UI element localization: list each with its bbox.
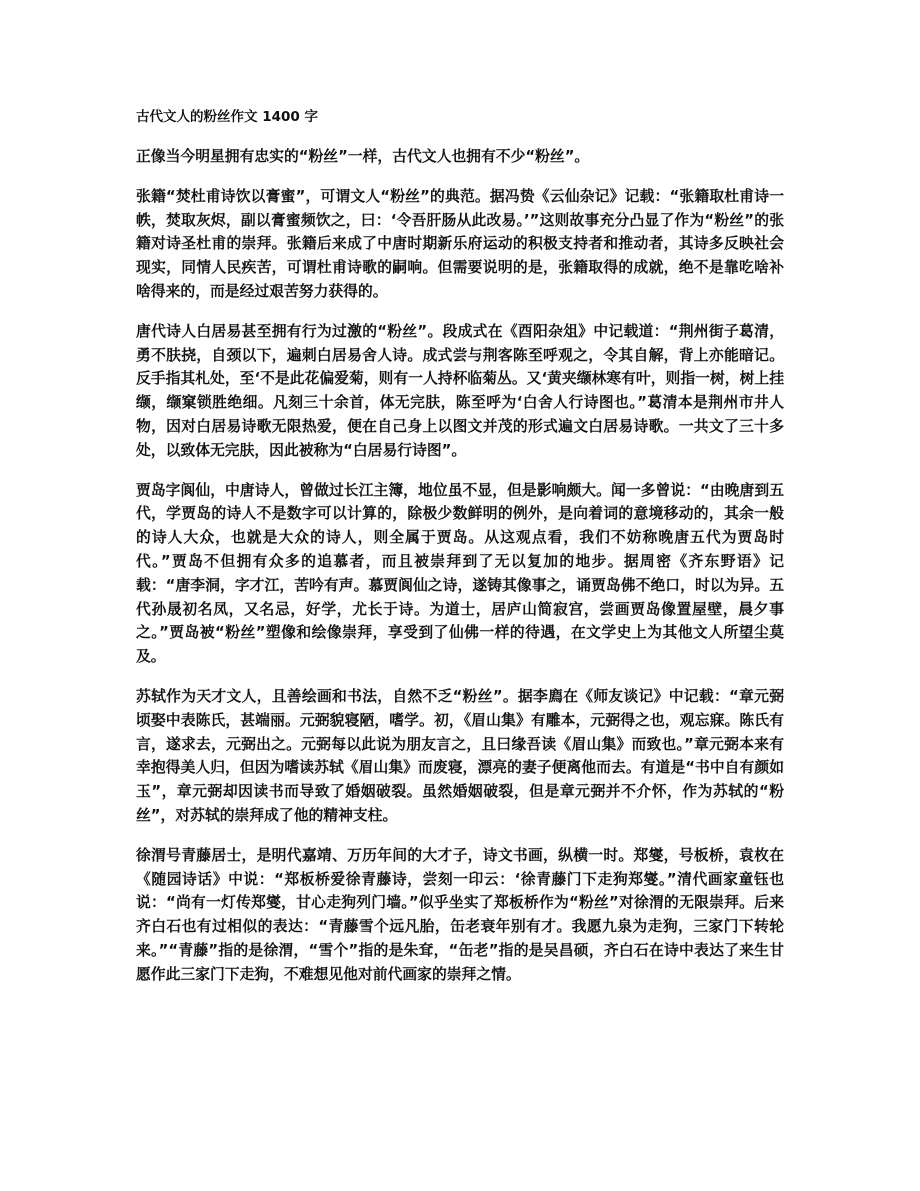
paragraph-xu-wei: 徐渭号青藤居士，是明代嘉靖、万历年间的大才子，诗文书画，纵横一时。郑燮，号板桥，袁枚在《随园诗话》中说：“郑板桥爱徐青藤诗，尝刻一印云：‘徐青藤门下走狗郑燮。”清代画家童钰也说：“尚有一灯传郑燮，甘心走狗列门墙。”似乎坐实了郑板桥作为“粉丝”对徐渭的无限崇拜。后来齐白石也有过相似的表达：“青藤雪个远凡胎，缶老衰年别有才。我愿九泉为走狗，三家门下转轮来。”“青藤”指的是徐渭，“雪个”指的是朱耷，“缶老”指的是吴昌硕，齐白石在诗中表达了来生甘愿作此三家门下走狗，不难想见他对前代画家的崇拜之情。	[136, 846, 784, 983]
paragraph-intro: 正像当今明星拥有忠实的“粉丝”一样，古代文人也拥有不少“粉丝”。	[136, 148, 590, 165]
paragraph-bai-juyi: 唐代诗人白居易甚至拥有行为过激的“粉丝”。段成式在《酉阳杂俎》中记载道：“荆州街子葛清，勇不肤挠，自颈以下，遍刺白居易舍人诗。成式尝与荆客陈至呼观之，令其自解，背上亦能暗记。反手指其札处，至‘不是此花偏爱菊，则有一人持杯临菊丛。又‘黄夹缬林寒有叶，则指一树，树上挂缬，缬窠锁胜绝细。凡刻三十余首，体无完肤，陈至呼为‘白舍人行诗图也。”葛清本是荆州市井人物，因对白居易诗歌无限热爱，便在自己身上以图文并茂的形式遍文白居易诗歌。一共文了三十多处，以致体无完肤，因此被称为“白居易行诗图”。	[136, 322, 784, 459]
paragraph-jia-dao: 贾岛字阆仙，中唐诗人，曾做过长江主簿，地位虽不显，但是影响颇大。闻一多曾说：“由晚唐到五代，学贾岛的诗人不是数字可以计算的，除极少数鲜明的例外，是向着词的意境移动的，其余一般的诗人大众，也就是大众的诗人，则全属于贾岛。从这观点看，我们不妨称晚唐五代为贾岛时代。”贾岛不但拥有众多的追慕者，而且被崇拜到了无以复加的地步。据周密《齐东野语》记载：“唐李洞，字才江，苦吟有声。慕贾阆仙之诗，遂铸其像事之，诵贾岛佛不绝口，时以为异。五代孙晟初名凤，又名忌，好学，尤长于诗。为道士，居庐山简寂宫，尝画贾岛像置屋壁，晨夕事之。”贾岛被“粉丝”塑像和绘像崇拜，享受到了仙佛一样的待遇，在文学史上为其他文人所望尘莫及。	[136, 481, 784, 666]
paragraph-su-shi: 苏轼作为天才文人，且善绘画和书法，自然不乏“粉丝”。据李廌在《师友谈记》中记载：“章元弼顷娶中表陈氏，甚端丽。元弼貌寝陋，嗜学。初，《眉山集》有雕本，元弼得之也，观忘寐。陈氏有言，遂求去，元弼出之。元弼每以此说为朋友言之，且曰缘吾读《眉山集》而致也。”章元弼本来有幸抱得美人归，但因为嗜读苏轼《眉山集》而废寝，漂亮的妻子便离他而去。有道是“书中自有颜如玉”，章元弼却因读书而导致了婚姻破裂。虽然婚姻破裂，但是章元弼并不介怀，作为苏轼的“粉丝”，对苏轼的崇拜成了他的精神支柱。	[136, 687, 784, 824]
document-page	[136, 106, 784, 1003]
paragraph-zhang-ji: 张籍“焚杜甫诗饮以膏蜜”，可谓文人“粉丝”的典范。据冯贽《云仙杂记》记载：“张籍取杜甫诗一帙，焚取灰烬，副以膏蜜频饮之，曰：‘令吾肝肠从此改易。’”这则故事充分凸显了作为“粉丝”的张籍对诗圣杜甫的崇拜。张籍后来成了中唐时期新乐府运动的积极支持者和推动者，其诗多反映社会现实，同情人民疾苦，可谓杜甫诗歌的嗣响。但需要说明的是，张籍取得的成就，绝不是靠吃啥补啥得来的，而是经过艰苦努力获得的。	[136, 187, 784, 300]
document-title: 古代文人的粉丝作文 1400 字	[136, 109, 318, 125]
